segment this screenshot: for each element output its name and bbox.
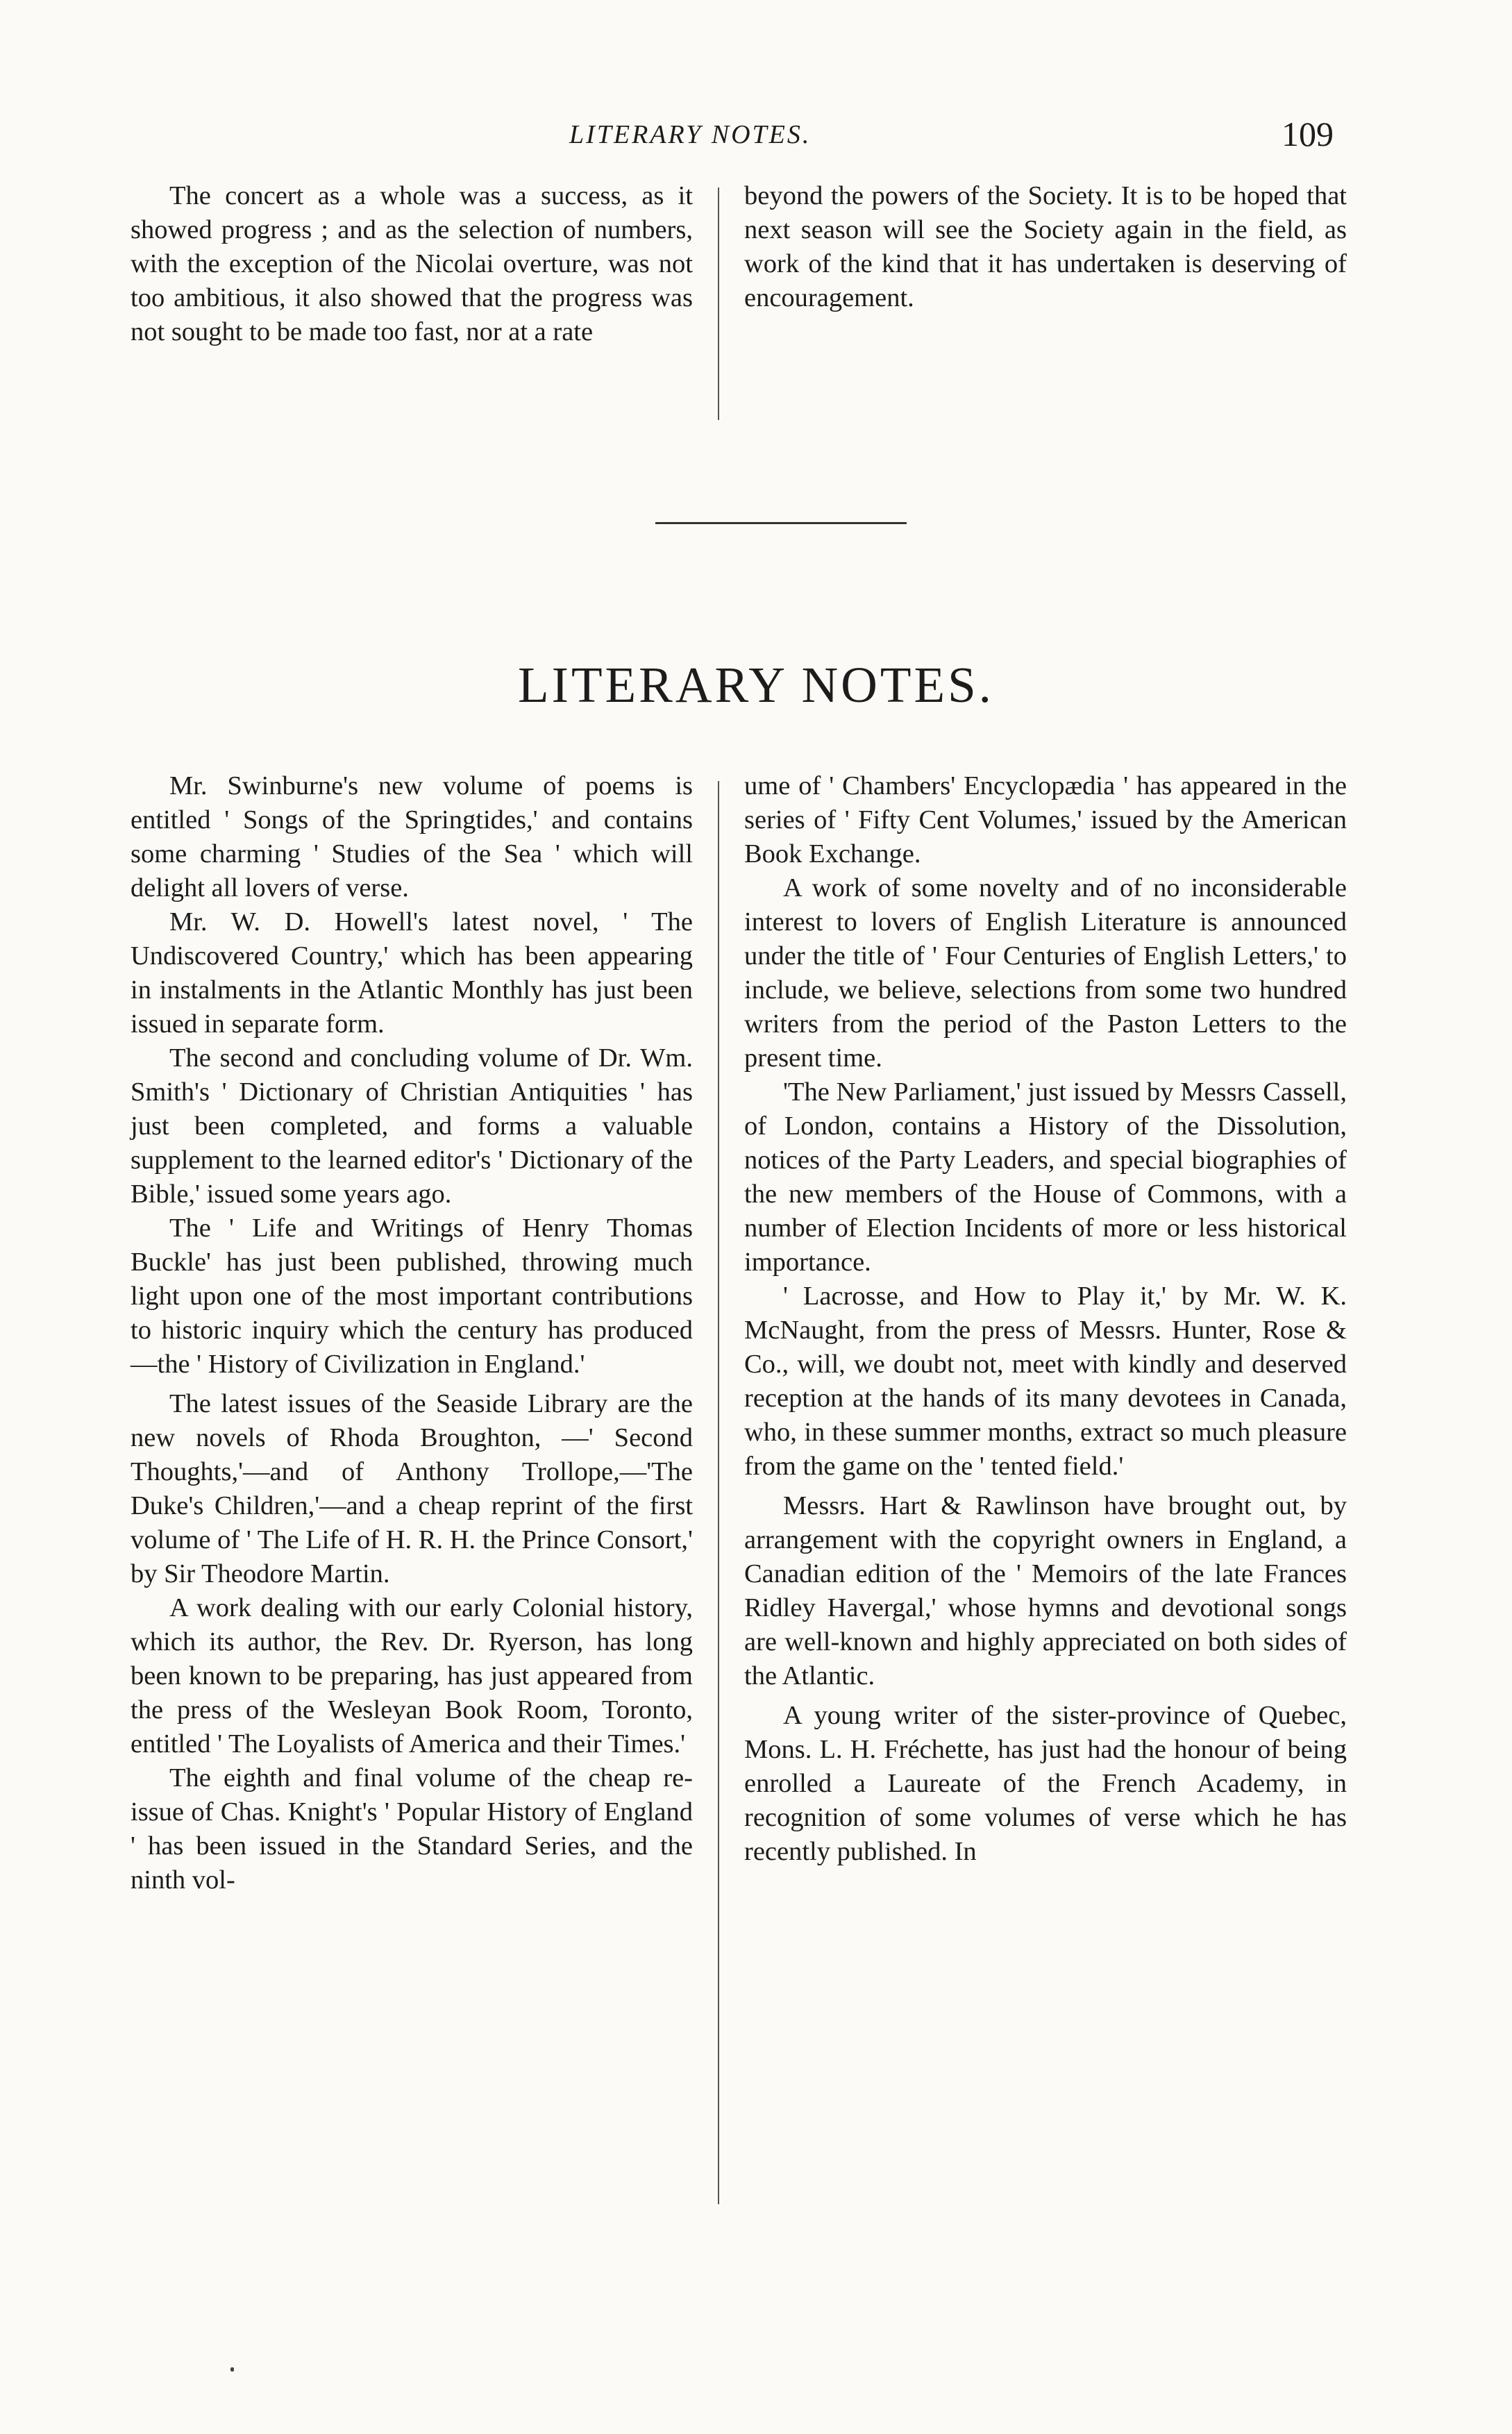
running-header (0, 115, 1512, 161)
paragraph: The concert as a whole was a success, as it showed progress ; and as the selection of numbers, with the exception of the Nicolai overture, was not too ambitious, it also showed that the progress was not sought to be made too fast, nor at a rate (131, 181, 693, 346)
section-separator-rule (655, 522, 907, 524)
page-number: 109 (1282, 115, 1334, 153)
running-title: LITERARY NOTES. (569, 120, 812, 149)
paragraph: The second and concluding volume of Dr. Wm. Smith's ' Dictionary of Christian Antiquities ' has just been completed, and forms a valuable supplement to the learned editor's ' Dictionary of the Bible,' issued some years ago. (131, 1043, 693, 1209)
literary-notes-right-column (744, 769, 1347, 1869)
paragraph: Mr. W. D. Howell's latest novel, ' The Undiscovered Country,' which has been appearing in instalments in the Atlantic Monthly has just been issued in separate form. (131, 907, 693, 1039)
paragraph: beyond the powers of the Society. It is to be hoped that next season will see the Society again in the field, as work of the kind that it has undertaken is deserving of encouragement. (744, 181, 1347, 312)
column-divider (718, 781, 719, 2204)
paragraph: ' Lacrosse, and How to Play it,' by Mr. W. K. McNaught, from the press of Messrs. Hunter, Rose & Co., will, we doubt not, meet with kindly and deserved reception at the hands of its many devotees in Canada, who, in these summer months, extract so much pleasure from the game on the ' tented field.' (744, 1282, 1347, 1481)
paragraph: A work dealing with our early Colonial history, which its author, the Rev. Dr. Ryerson, has long been known to be preparing, has just appeared from the press of the Wesleyan Book Room, Toronto, entitled ' The Loyalists of America and their Times.' (131, 1593, 693, 1759)
paragraph: A work of some novelty and of no inconsiderable interest to lovers of English Literature is announced under the title of ' Four Centuries of English Letters,' to include, we believe, selections from some two hundred writers from the period of the Paston Letters to the present time. (744, 873, 1347, 1073)
paragraph: Messrs. Hart & Rawlinson have brought out, by arrangement with the copyright owners in England, a Canadian edition of the ' Memoirs of the late Frances Ridley Havergal,' whose hymns and devotional songs are well-known and highly appreciated on both sides of the Atlantic. (744, 1491, 1347, 1690)
paragraph: The ' Life and Writings of Henry Thomas Buckle' has just been published, throwing much light upon one of the most important contributions to historic inquiry which the century has produced —the ' History of Civilization in England.' (131, 1214, 693, 1379)
paragraph: A young writer of the sister-province of Quebec, Mons. L. H. Fréchette, has just had the honour of being enrolled a Laureate of the French Academy, in recognition of some volumes of verse which he has recently published. In (744, 1701, 1347, 1866)
ink-speck (230, 2367, 234, 2372)
column-divider (718, 187, 719, 420)
paragraph: ume of ' Chambers' Encyclopædia ' has appeared in the series of ' Fifty Cent Volumes,' issued by the American Book Exchange. (744, 771, 1347, 868)
paragraph: The latest issues of the Seaside Library are the new novels of Rhoda Broughton, —' Second Thoughts,'—and of Anthony Trollope,—'The Duke's Children,'—and a cheap reprint of the first volume of ' The Life of H. R. H. the Prince Consort,' by Sir Theodore Martin. (131, 1389, 693, 1588)
paragraph: Mr. Swinburne's new volume of poems is entitled ' Songs of the Springtides,' and contains some charming ' Studies of the Sea ' which will delight all lovers of verse. (131, 771, 693, 903)
paragraph: The eighth and final volume of the cheap re-issue of Chas. Knight's ' Popular History of England ' has been issued in the Standard Series, and the ninth vol- (131, 1763, 693, 1895)
continued-article-right-column (744, 179, 1347, 315)
literary-notes-left-column (131, 769, 693, 1897)
paragraph: 'The New Parliament,' just issued by Messrs Cassell, of London, contains a History of the Dissolution, notices of the Party Leaders, and special biographies of the new members of the House of Commons, with a number of Election Incidents of more or less historical importance. (744, 1077, 1347, 1277)
continued-article-left-column (131, 179, 693, 349)
section-heading: LITERARY NOTES. (518, 657, 994, 713)
